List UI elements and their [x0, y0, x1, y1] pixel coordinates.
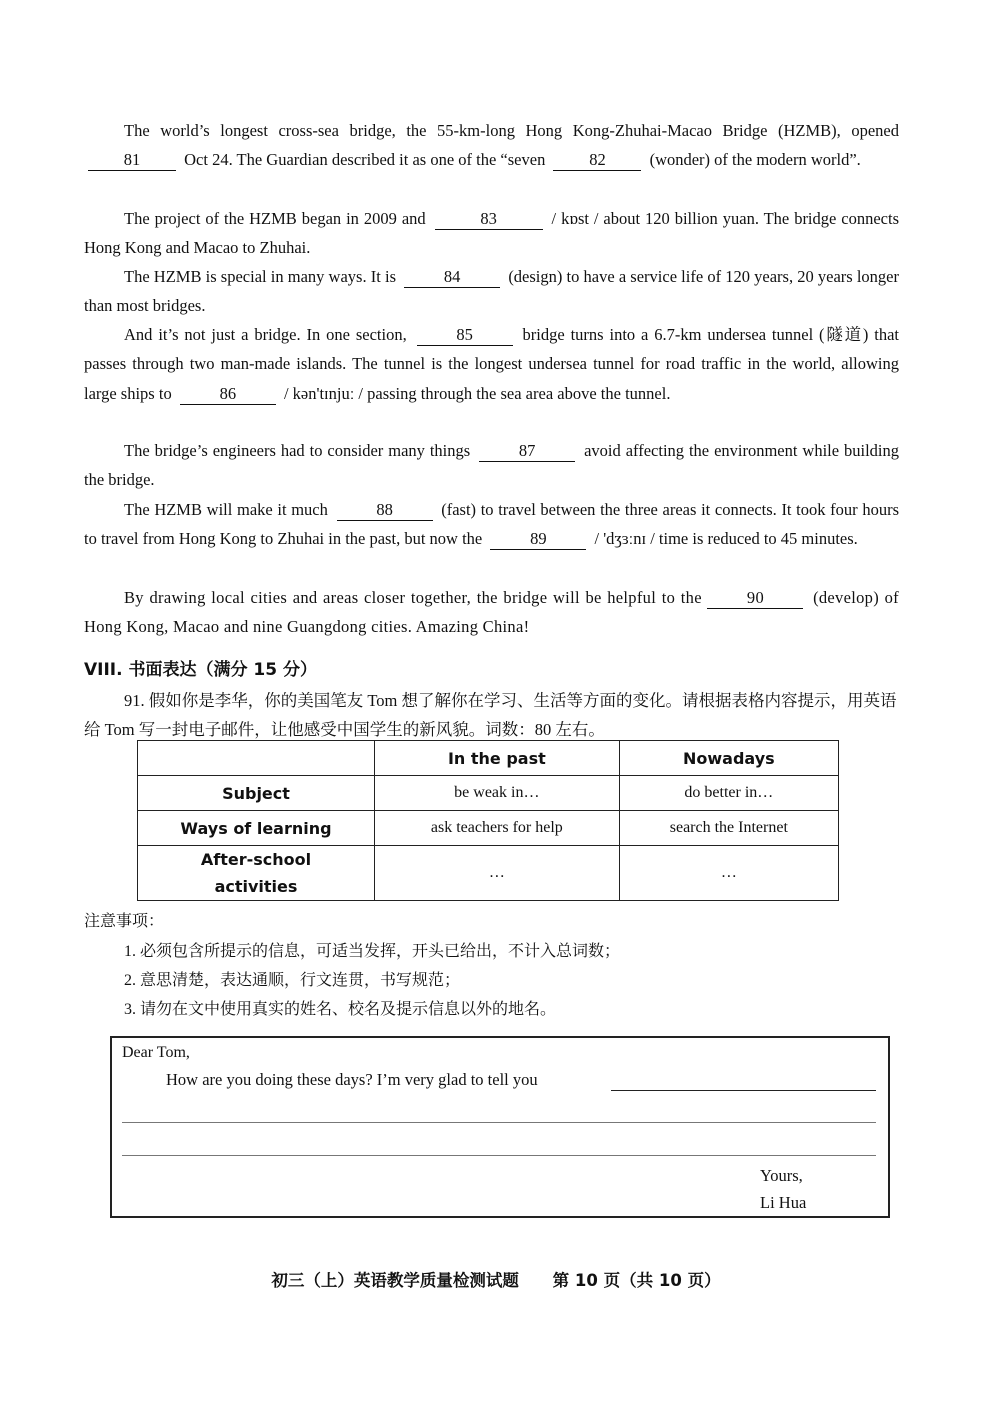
- passage-paragraph-6: [84, 495, 899, 554]
- letter-signature: Li Hua: [760, 1193, 807, 1212]
- text: Oct 24. The Guardian described it as one of the “seven: [184, 150, 546, 170]
- table-row: [138, 776, 839, 811]
- footer-page-number: 第 10 页（共 10 页）: [552, 1271, 721, 1290]
- text: (fast) to travel between the three areas it connects. It took four hours to travel from Hong Kong to Zhuhai in the past, but now the: [84, 500, 900, 549]
- text: (develop) of Hong Kong, Macao and nine Guangdong cities. Amazing China!: [84, 588, 899, 637]
- answer-line[interactable]: [122, 1122, 876, 1123]
- cell-past: ask teachers for help: [375, 811, 620, 846]
- letter-greeting: Dear Tom,: [122, 1044, 190, 1061]
- text: / kən'tɪnjuː / passing through the sea area above the tunnel.: [283, 383, 671, 403]
- letter-closing: Yours,: [760, 1166, 803, 1185]
- table-header-past: In the past: [375, 741, 620, 776]
- cell-past: be weak in…: [375, 776, 620, 811]
- note-item: 2. 意思清楚，表达通顺，行文连贯，书写规范；: [124, 972, 461, 989]
- text: By drawing local cities and areas closer together, the bridge will be helpful to the: [124, 588, 702, 607]
- blank-84[interactable]: 84: [404, 267, 500, 288]
- blank-83[interactable]: 83: [435, 209, 543, 230]
- row-label-line-2: activities: [214, 877, 298, 896]
- blank-87[interactable]: 87: [479, 441, 575, 462]
- row-label: [138, 846, 375, 901]
- letter-answer-box[interactable]: [110, 1036, 890, 1218]
- text: / kɒst / about 120 billion yuan. The bridge connects Hong Kong and Macao to Zhuhai.: [84, 209, 900, 258]
- text: (design) to have a service life of 120 years, 20 years longer than most bridges.: [84, 267, 899, 316]
- text: The bridge’s engineers had to consider many things: [124, 441, 471, 460]
- passage-paragraph-1: [84, 116, 899, 175]
- answer-line[interactable]: [611, 1090, 876, 1091]
- cell-now: do better in…: [619, 776, 838, 811]
- text: avoid affecting the environment while building the bridge.: [84, 441, 900, 490]
- passage-paragraph-5: [84, 436, 899, 495]
- blank-81[interactable]: 81: [88, 150, 176, 171]
- table-header-empty: [138, 741, 375, 776]
- blank-85[interactable]: 85: [417, 325, 513, 346]
- blank-82[interactable]: 82: [553, 150, 641, 171]
- text: And it’s not just a bridge. In one section,: [124, 325, 407, 344]
- blank-86[interactable]: 86: [180, 384, 276, 405]
- footer-title: 初三（上）英语教学质量检测试题: [271, 1271, 519, 1290]
- page-footer: [0, 1267, 992, 1291]
- text: bridge turns into a 6.7-km undersea tunnel (隧道) that passes through two man-made islands. The tunnel is the longest undersea tunnel for road traffic in the world, allowing large ships to: [84, 325, 900, 403]
- row-label: Subject: [138, 776, 375, 811]
- notes-list: [124, 937, 620, 1024]
- table-row: [138, 846, 839, 901]
- section-title: VIII. 书面表达（满分 15 分）: [84, 660, 318, 680]
- note-item: 3. 请勿在文中使用真实的姓名、校名及提示信息以外的地名。: [124, 1001, 557, 1018]
- text: (wonder) of the modern world”.: [649, 150, 861, 170]
- cell-past: …: [375, 846, 620, 901]
- row-label: Ways of learning: [138, 811, 375, 846]
- cell-now: …: [619, 846, 838, 901]
- blank-90[interactable]: 90: [707, 588, 803, 609]
- cell-now: search the Internet: [619, 811, 838, 846]
- passage-paragraph-2: [84, 204, 899, 263]
- text: The project of the HZMB began in 2009 and: [124, 209, 426, 228]
- blank-89[interactable]: 89: [490, 529, 586, 550]
- row-label-line-1: After-school: [200, 850, 312, 869]
- hint-table: [137, 740, 839, 901]
- notes-title: 注意事项：: [84, 913, 165, 930]
- passage-paragraph-7: [84, 583, 899, 642]
- task-prompt: 91. 假如你是李华，你的美国笔友 Tom 想了解你在学习、生活等方面的变化。请根据表格内容提示，用英语给 Tom 写一封电子邮件，让他感受中国学生的新风貌。词数：80 左右。: [84, 691, 897, 739]
- text: / 'dʒɜːnɪ / time is reduced to 45 minutes.: [594, 529, 858, 549]
- text: The HZMB will make it much: [124, 500, 328, 519]
- answer-line[interactable]: [122, 1155, 876, 1156]
- text: The HZMB is special in many ways. It is: [124, 267, 396, 286]
- letter-opening: How are you doing these days? I’m very glad to tell you: [166, 1070, 538, 1089]
- note-item: 1. 必须包含所提示的信息，可适当发挥，开头已给出，不计入总词数；: [124, 943, 621, 960]
- passage-paragraph-4: [84, 320, 899, 408]
- table-header-now: Nowadays: [619, 741, 838, 776]
- passage-paragraph-3: [84, 262, 899, 321]
- text: The world’s longest cross-sea bridge, the 55-km-long Hong Kong-Zhuhai-Macao Bridge (HZMB), opened: [124, 121, 899, 140]
- table-row: [138, 811, 839, 846]
- blank-88[interactable]: 88: [337, 500, 433, 521]
- table-header-row: [138, 741, 839, 776]
